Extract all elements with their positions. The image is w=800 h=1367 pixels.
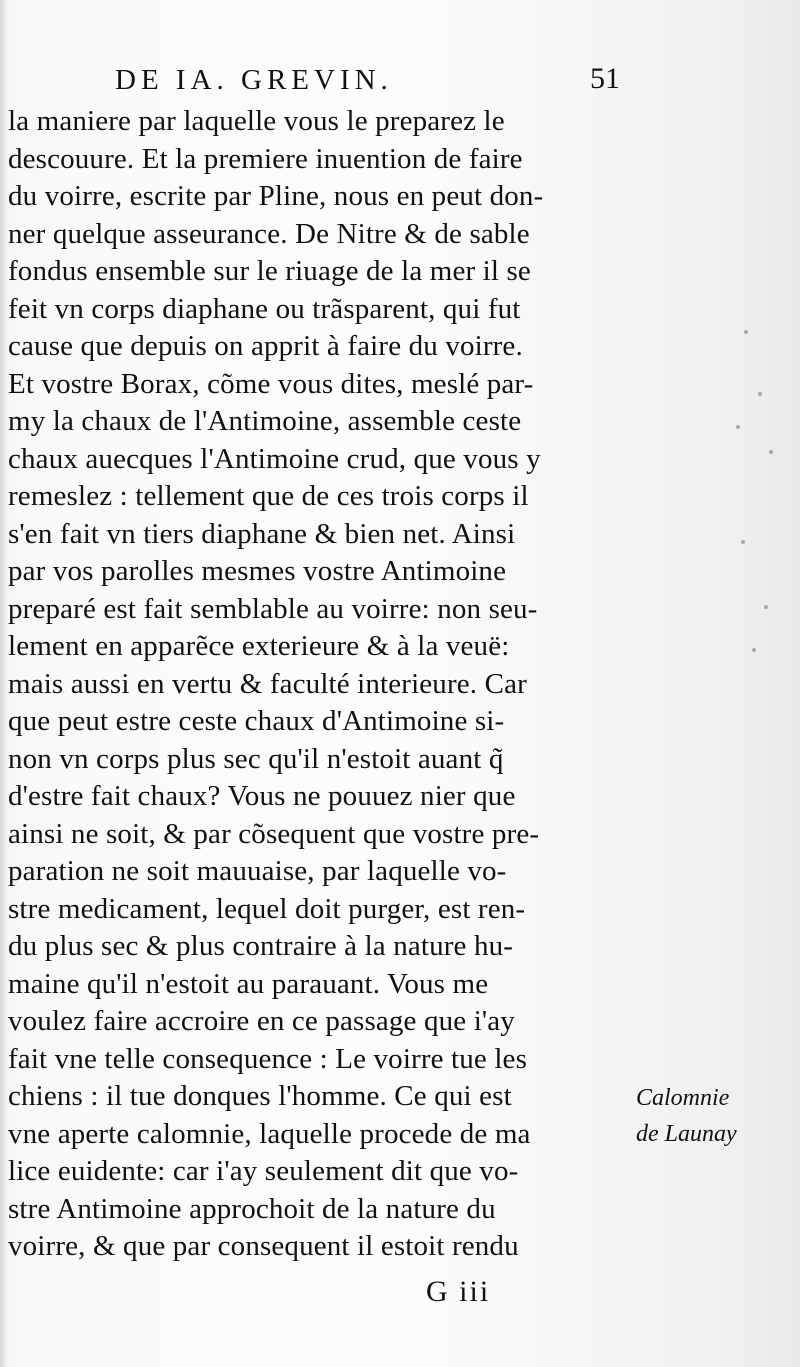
text-line: non vn corps plus sec qu'il n'estoit auant q̃ <box>8 742 504 775</box>
text-line: ner quelque asseurance. De Nitre & de sable <box>8 217 530 250</box>
text-line: preparé est fait semblable au voirre: non seu- <box>8 592 538 625</box>
ink-speck <box>769 450 773 454</box>
text-line: du plus sec & plus contraire à la nature hu- <box>8 930 514 962</box>
text-line: fait vne telle consequence : Le voirre tue les <box>8 1042 528 1075</box>
text-line: voulez faire accroire en ce passage que i'ay <box>8 1005 515 1037</box>
text-line: du voirre, escrite par Pline, nous en peut don- <box>8 180 544 212</box>
text-line: par vos parolles mesmes vostre Antimoine <box>8 555 507 587</box>
text-line: stre Antimoine approchoit de la nature du <box>8 1192 496 1225</box>
page-number: 51 <box>590 62 620 95</box>
gutter-shadow <box>0 0 8 1367</box>
text-line: lice euidente: car i'ay seulement dit que vo- <box>8 1155 519 1187</box>
ink-speck <box>744 330 748 334</box>
text-line: d'estre fait chaux? Vous ne pouuez nier que <box>8 780 516 812</box>
text-line: chiens : il tue donques l'homme. Ce qui est <box>8 1080 512 1112</box>
ink-speck <box>764 605 768 609</box>
text-line: lement en apparẽce exterieure & à la veuë: <box>8 630 510 662</box>
text-line: cause que depuis on apprit à faire du voirre. <box>8 330 523 362</box>
text-line: stre medicament, lequel doit purger, est ren- <box>8 892 526 925</box>
ink-speck <box>758 392 762 396</box>
marginal-note-line: Calomnie <box>636 1085 730 1111</box>
ink-speck <box>752 648 756 652</box>
text-line: paration ne soit mauuaise, par laquelle vo- <box>8 855 507 887</box>
text-line: maine qu'il n'estoit au parauant. Vous me <box>8 967 489 1000</box>
ink-speck <box>736 425 740 429</box>
text-line: fondus ensemble sur le riuage de la mer il se <box>8 255 531 287</box>
text-line: que peut estre ceste chaux d'Antimoine si- <box>8 705 505 737</box>
body-text <box>8 103 623 1266</box>
text-line: ainsi ne soit, & par cõsequent que vostre pre- <box>8 817 540 850</box>
text-line: chaux auecques l'Antimoine crud, que vous y <box>8 442 541 475</box>
running-header <box>90 54 620 106</box>
text-line: la maniere par laquelle vous le preparez le <box>8 105 505 137</box>
text-line: descouure. Et la premiere inuention de faire <box>8 142 523 175</box>
marginal-note-line: de Launay <box>636 1121 737 1147</box>
text-line: my la chaux de l'Antimoine, assemble ceste <box>8 405 522 437</box>
text-line: mais aussi en vertu & faculté interieure. Car <box>8 667 527 700</box>
marginal-note <box>636 1080 786 1152</box>
signature-mark: G iii <box>426 1275 491 1308</box>
text-line: vne aperte calomnie, laquelle procede de ma <box>8 1117 531 1150</box>
text-line: remeslez : tellement que de ces trois corps il <box>8 480 529 512</box>
ink-speck <box>741 540 745 544</box>
text-line: feit vn corps diaphane ou trãsparent, qui fut <box>8 292 521 325</box>
running-title: DE IA. GREVIN. <box>115 64 393 96</box>
text-line: Et vostre Borax, cõme vous dites, meslé par- <box>8 367 534 400</box>
text-line: s'en fait vn tiers diaphane & bien net. Ainsi <box>8 517 516 550</box>
text-line: voirre, & que par consequent il estoit rendu <box>8 1230 519 1262</box>
